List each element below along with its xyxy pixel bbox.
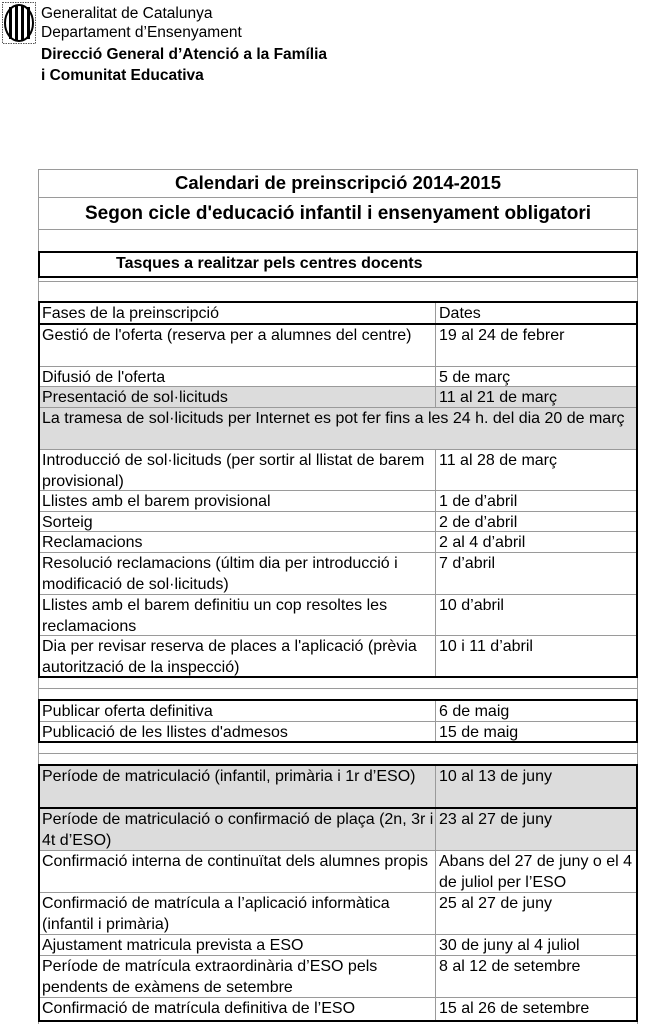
page-title: Calendari de preinscripció 2014-2015 (175, 172, 501, 193)
note-cell: La tramesa de sol·licituds per Internet es pot fer fins a les 24 h. del dia 20 de març (42, 410, 625, 427)
table-row (40, 450, 636, 491)
date-cell: 8 al 12 de setembre (439, 958, 581, 975)
table-row (40, 532, 636, 553)
divider (38, 281, 638, 282)
phase-cell: Reclamacions (40, 532, 436, 552)
table-row (40, 722, 636, 741)
department-name: Departament d’Ensenyament (41, 24, 242, 41)
phase-cell: Introducció de sol·licituds (per sortir al llistat de barem provisional) (40, 450, 436, 490)
directorate-name: Direcció General d’Atenció a la Família (41, 46, 327, 63)
phase-cell: Sorteig (40, 512, 436, 531)
date-cell: 15 de maig (439, 724, 519, 741)
generalitat-shield-icon (2, 2, 36, 44)
phase-cell: Dia per revisar reserva de places a l'aplicació (prèvia autorització de la inspecció) (40, 636, 436, 676)
table-row (40, 956, 636, 998)
phase-cell: Confirmació interna de continuïtat dels alumnes propis (40, 851, 436, 892)
phase-cell: Llistes amb el barem definitiu un cop resoltes les reclamacions (40, 595, 436, 635)
phase-cell: Confirmació de matrícula definitiva de l’ESO (40, 998, 436, 1020)
phase-cell: Publicació de les llistes d'admesos (40, 722, 436, 741)
date-cell: 10 d’abril (439, 597, 504, 614)
date-cell: 2 al 4 d’abril (439, 534, 526, 551)
phase-cell: Presentació de sol·licituds (40, 387, 436, 407)
header-phase: Fases de la preinscripció (40, 303, 436, 323)
enrollment-table (38, 764, 638, 1022)
phase-cell: Gestió de l'oferta (reserva per a alumnes del centre) (40, 325, 436, 366)
date-cell: 6 de maig (439, 703, 510, 720)
header-date: Dates (439, 305, 481, 322)
table-row (40, 387, 636, 408)
table-row (40, 701, 636, 722)
divider (38, 197, 638, 198)
table-row (40, 998, 636, 1020)
table-row (40, 893, 636, 935)
phase-cell: Període de matrícula extraordinària d’ESO pels pendents de exàmens de setembre (40, 956, 436, 997)
table-row (40, 367, 636, 387)
date-cell: 19 al 24 de febrer (439, 327, 565, 344)
directorate-name-cont: i Comunitat Educativa (41, 67, 204, 84)
page-subtitle: Segon cicle d'educació infantil i ensenyament obligatori (84, 203, 591, 224)
phase-cell: Període de matriculació o confirmació de plaça (2n, 3r i 4t d’ESO) (40, 809, 436, 850)
table-row (40, 636, 636, 676)
tasks-heading: Tasques a realitzar pels centres docents (116, 255, 423, 272)
divider (38, 688, 638, 689)
divider (38, 753, 638, 754)
date-cell: 7 d’abril (439, 555, 496, 572)
table-row (40, 512, 636, 532)
publication-table (38, 699, 638, 743)
date-cell: 2 de d’abril (439, 514, 518, 531)
date-cell: 10 al 13 de juny (439, 768, 552, 785)
table-row (40, 851, 636, 893)
table-row (40, 766, 636, 809)
date-cell: 1 de d’abril (439, 493, 518, 510)
table-row (40, 325, 636, 367)
table-row (40, 809, 636, 851)
tasks-heading-box (38, 251, 638, 278)
table-row (40, 553, 636, 595)
table-header-row (40, 303, 636, 325)
phase-cell: Període de matriculació (infantil, primària i 1r d’ESO) (40, 766, 436, 807)
date-cell: 15 al 26 de setembre (439, 1000, 590, 1017)
phase-cell: Resolució reclamacions (últim dia per introducció i modificació de sol·licituds) (40, 553, 436, 594)
date-cell: 30 de juny al 4 juliol (439, 937, 580, 954)
date-cell: 10 i 11 d’abril (439, 638, 533, 655)
phase-cell: Llistes amb el barem provisional (40, 491, 436, 511)
org-name: Generalitat de Catalunya (41, 5, 213, 22)
divider (38, 229, 638, 230)
phase-cell: Difusió de l'oferta (40, 367, 436, 386)
table-row (40, 935, 636, 956)
phases-table (38, 301, 638, 678)
date-cell: 25 al 27 de juny (439, 895, 552, 912)
date-cell: 23 al 27 de juny (439, 811, 552, 828)
date-cell: 11 al 21 de març (439, 389, 557, 406)
date-cell: 11 al 28 de març (439, 452, 557, 469)
phase-cell: Ajustament matricula prevista a ESO (40, 935, 436, 955)
table-row (40, 491, 636, 512)
phase-cell: Publicar oferta definitiva (40, 701, 436, 721)
phase-cell: Confirmació de matrícula a l’aplicació informàtica (infantil i primària) (40, 893, 436, 934)
date-cell: Abans del 27 de juny o el 4 de juliol per l’ESO (439, 853, 633, 891)
date-cell: 5 de març (439, 369, 511, 386)
table-row (40, 595, 636, 636)
table-note-row (40, 408, 636, 450)
